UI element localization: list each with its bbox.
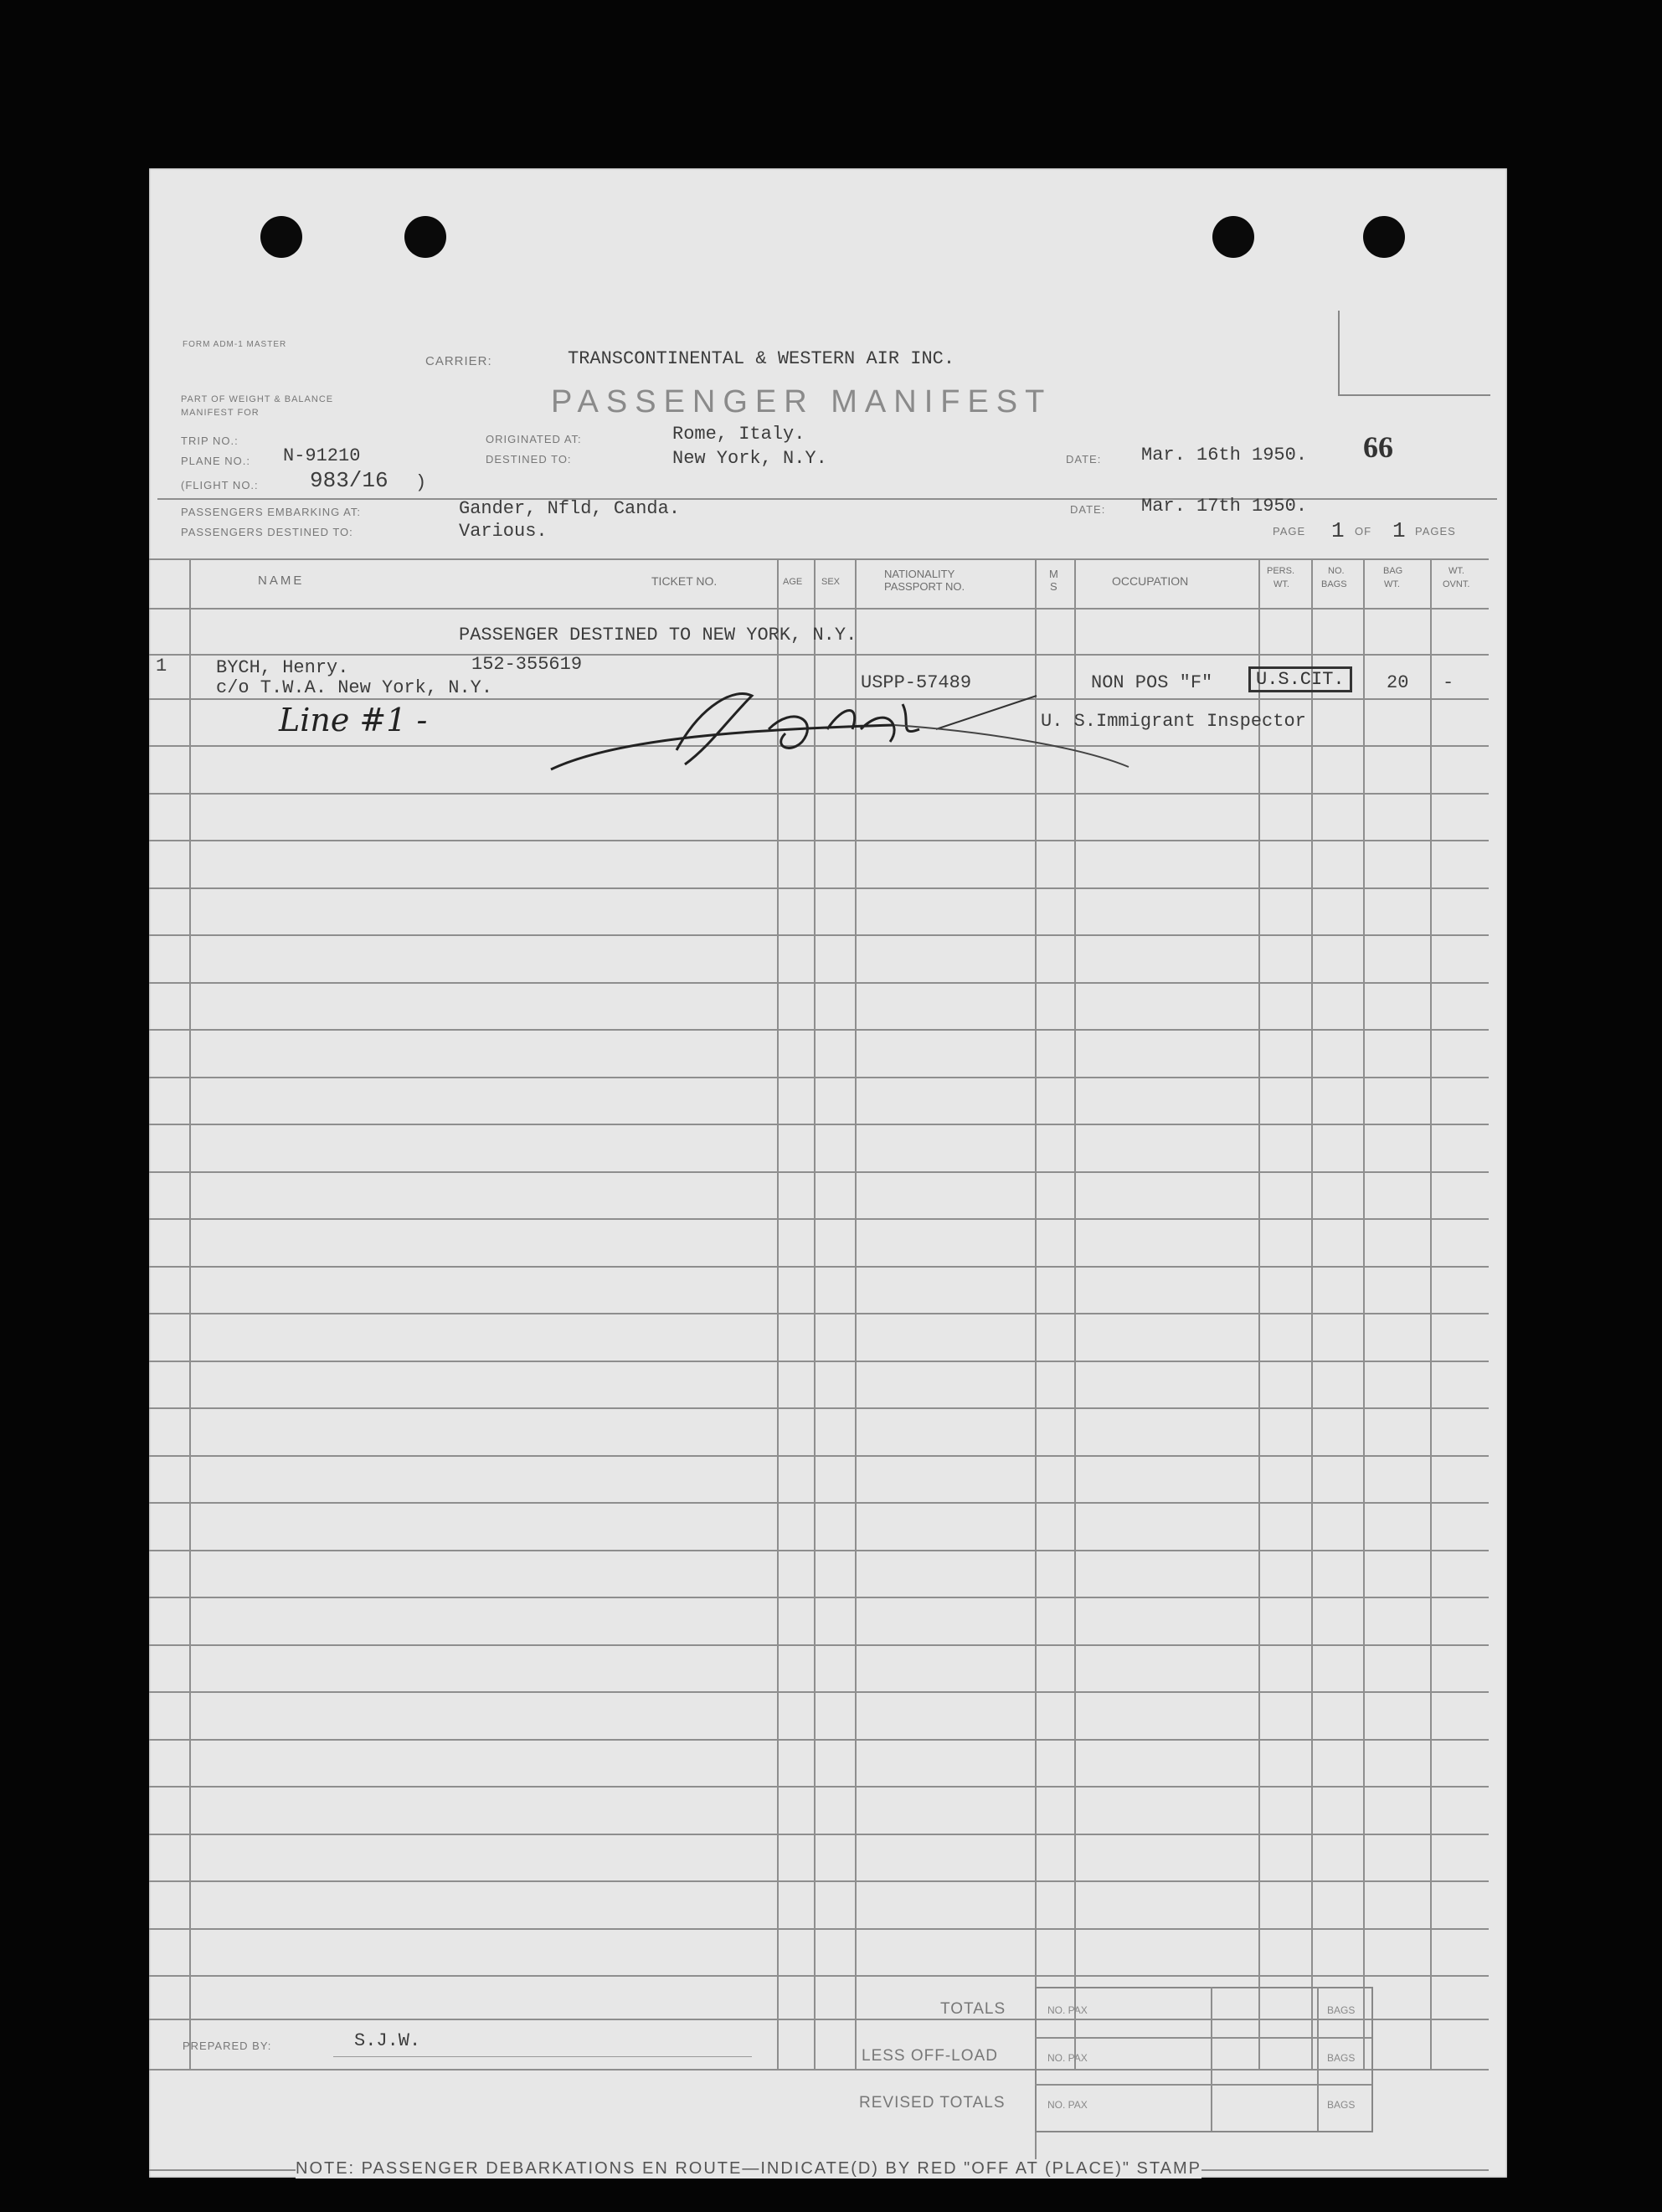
of-label: OF <box>1355 525 1372 538</box>
bags-label: BAGS <box>1327 2052 1356 2064</box>
manifest-for-label: MANIFEST FOR <box>181 408 260 418</box>
date-value-2: Mar. 17th 1950. <box>1141 496 1308 517</box>
col-no-bags-2: BAGS <box>1321 579 1347 589</box>
plane-label: PLANE NO.: <box>181 455 250 467</box>
col-nationality: NATIONALITY <box>884 568 955 580</box>
revised-totals-label: REVISED TOTALS <box>859 2094 1006 2112</box>
citizenship-stamp: U.S.CIT. <box>1248 666 1352 692</box>
row-number: 1 <box>156 656 167 676</box>
col-pers-wt-2: WT. <box>1274 579 1289 589</box>
manifest-table <box>149 168 1507 2178</box>
passenger-address: c/o T.W.A. New York, N.Y. <box>216 677 493 698</box>
passport-number: USPP-57489 <box>861 672 972 693</box>
bags-label: BAGS <box>1327 2004 1356 2016</box>
col-age: AGE <box>783 577 803 587</box>
destined-label: DESTINED TO: <box>486 453 572 466</box>
col-occupation: OCCUPATION <box>1112 574 1189 588</box>
prepared-by-value: S.J.W. <box>354 2030 421 2051</box>
handwritten-note: Line #1 - <box>279 702 428 738</box>
embarking-label: PASSENGERS EMBARKING AT: <box>181 506 361 518</box>
col-bag-wt-2: WT. <box>1384 579 1400 589</box>
col-sex: SEX <box>821 577 841 587</box>
embarking-value: Gander, Nfld, Canda. <box>459 498 681 519</box>
section-heading: PASSENGER DESTINED TO NEW YORK, N.Y. <box>459 625 857 646</box>
page-total: 1 <box>1392 518 1406 543</box>
date-label-2: DATE: <box>1070 503 1106 516</box>
col-pers-wt-1: PERS. <box>1267 566 1295 576</box>
less-offload-label: LESS OFF-LOAD <box>862 2047 998 2065</box>
col-ms-s: S <box>1050 580 1057 593</box>
form-number: FORM ADM-1 MASTER <box>183 340 287 349</box>
col-wt-ovnt-1: WT. <box>1448 566 1464 576</box>
trip-label: TRIP NO.: <box>181 435 239 447</box>
page-title: PASSENGER MANIFEST <box>551 384 1052 419</box>
manifest-sheet <box>149 168 1507 2178</box>
date-label: DATE: <box>1066 453 1102 466</box>
occupation-value: NON POS "F" <box>1091 672 1213 693</box>
col-ticket: TICKET NO. <box>651 574 718 588</box>
carrier-name: TRANSCONTINENTAL & WESTERN AIR INC. <box>568 348 955 369</box>
page-number: 1 <box>1331 518 1345 543</box>
date-value: Mar. 16th 1950. <box>1141 445 1308 466</box>
prepared-by-label: PREPARED BY: <box>183 2040 272 2052</box>
pages-label: PAGES <box>1415 525 1456 538</box>
overnight-weight: - <box>1443 672 1454 693</box>
col-ms-m: M <box>1049 568 1058 580</box>
flight-label: (FLIGHT NO.: <box>181 479 259 491</box>
inspector-title: U. S.Immigrant Inspector <box>1041 711 1306 732</box>
destined-value: New York, N.Y. <box>672 448 827 469</box>
originated-value: Rome, Italy. <box>672 424 805 445</box>
totals-label: TOTALS <box>940 2000 1006 2018</box>
pax-destined-value: Various. <box>459 521 548 542</box>
ticket-number: 152-355619 <box>471 654 583 675</box>
footer-note: NOTE: PASSENGER DEBARKATIONS EN ROUTE—INDICATE(D) BY RED "OFF AT (PLACE)" STAMP <box>296 2159 1201 2178</box>
flight-number: 983/16 <box>310 468 388 493</box>
originated-label: ORIGINATED AT: <box>486 433 582 445</box>
pax-destined-label: PASSENGERS DESTINED TO: <box>181 526 353 538</box>
col-bag-wt-1: BAG <box>1383 566 1403 576</box>
part-of-label: PART OF WEIGHT & BALANCE <box>181 394 334 404</box>
no-pax-label: NO. PAX <box>1047 2099 1088 2111</box>
page-label: PAGE <box>1273 525 1306 538</box>
no-pax-label: NO. PAX <box>1047 2052 1088 2064</box>
col-wt-ovnt-2: OVNT. <box>1443 579 1470 589</box>
bags-label: BAGS <box>1327 2099 1356 2111</box>
col-passport: PASSPORT NO. <box>884 580 965 593</box>
flight-close: ) <box>415 472 427 493</box>
plane-number: N-91210 <box>283 445 361 466</box>
carrier-label: CARRIER: <box>425 354 492 368</box>
col-no-bags-1: NO. <box>1328 566 1345 576</box>
no-pax-label: NO. PAX <box>1047 2004 1088 2016</box>
stamp-number: 66 <box>1363 430 1393 464</box>
col-name: NAME <box>258 574 305 588</box>
bag-weight: 20 <box>1387 672 1409 693</box>
passenger-name: BYCH, Henry. <box>216 657 349 678</box>
